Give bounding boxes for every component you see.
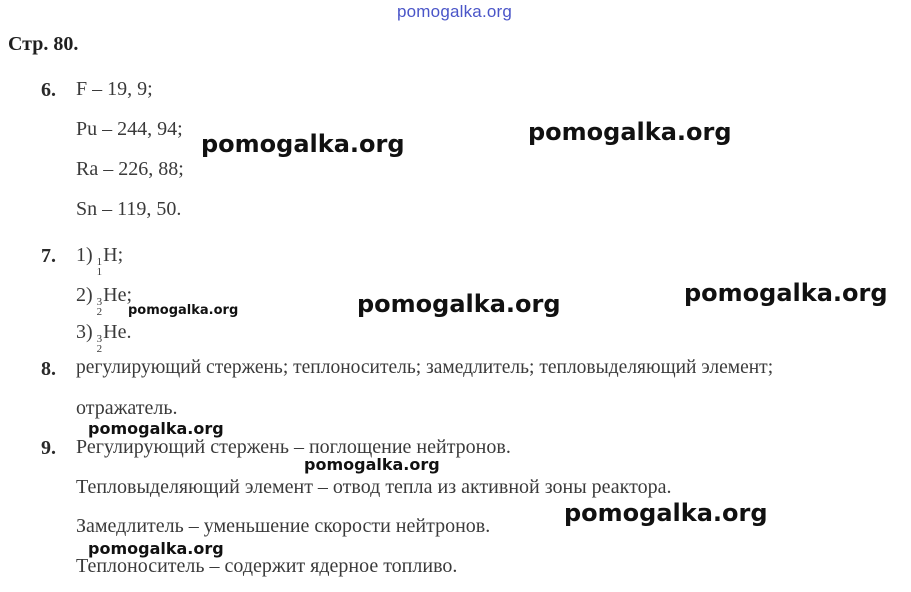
- watermark: pomogalka.org: [201, 130, 405, 158]
- watermark: pomogalka.org: [304, 455, 440, 474]
- top-watermark: pomogalka.org: [397, 2, 513, 21]
- task-8-line-1: регулирующий стержень; теплоноситель; замедлитель; тепловыделяющий элемент;: [76, 357, 774, 378]
- task-6-line-4: Sn – 119, 50.: [76, 198, 182, 220]
- charge-number: 1: [96, 266, 103, 278]
- task-7-item-1: [76, 244, 123, 277]
- element-symbol: H;: [103, 244, 124, 266]
- item-prefix: 2): [76, 284, 93, 306]
- element-symbol: He.: [103, 321, 132, 343]
- mass-number: 3: [96, 296, 103, 308]
- watermark: pomogalka.org: [528, 118, 732, 146]
- element-symbol: He;: [103, 284, 133, 306]
- item-prefix: 3): [76, 321, 93, 343]
- task-9-line-3: Замедлитель – уменьшение скорости нейтронов.: [76, 515, 491, 537]
- task-7-number: 7.: [41, 245, 56, 267]
- task-6-number: 6.: [41, 79, 56, 101]
- watermark: pomogalka.org: [88, 539, 224, 558]
- watermark: pomogalka.org: [564, 499, 768, 527]
- task-8-line-2: отражатель.: [76, 397, 178, 419]
- charge-number: 2: [96, 306, 103, 318]
- watermark: pomogalka.org: [88, 419, 224, 438]
- isotope-notation: [97, 257, 103, 277]
- watermark: pomogalka.org: [684, 279, 888, 307]
- task-6-line-1: F – 19, 9;: [76, 78, 153, 100]
- isotope-notation: [97, 334, 103, 354]
- watermark: pomogalka.org: [357, 290, 561, 318]
- charge-number: 2: [96, 343, 103, 355]
- task-6-line-3: Ra – 226, 88;: [76, 158, 184, 180]
- task-8-number: 8.: [41, 358, 56, 380]
- mass-number: 1: [96, 256, 103, 268]
- task-9-line-4: Теплоноситель – содержит ядерное топливо.: [76, 555, 458, 577]
- watermark: pomogalka.org: [128, 303, 239, 318]
- task-7-item-2: [76, 284, 132, 317]
- task-7-item-3: [76, 321, 132, 354]
- task-9-line-2: Тепловыделяющий элемент – отвод тепла из активной зоны реактора.: [76, 476, 672, 498]
- task-9-line-1: Регулирующий стержень – поглощение нейтронов.: [76, 436, 511, 458]
- task-6-line-2: Pu – 244, 94;: [76, 118, 183, 140]
- page-label: Стр. 80.: [8, 33, 79, 55]
- task-9-number: 9.: [41, 437, 56, 459]
- item-prefix: 1): [76, 244, 93, 266]
- isotope-notation: [97, 297, 103, 317]
- mass-number: 3: [96, 333, 103, 345]
